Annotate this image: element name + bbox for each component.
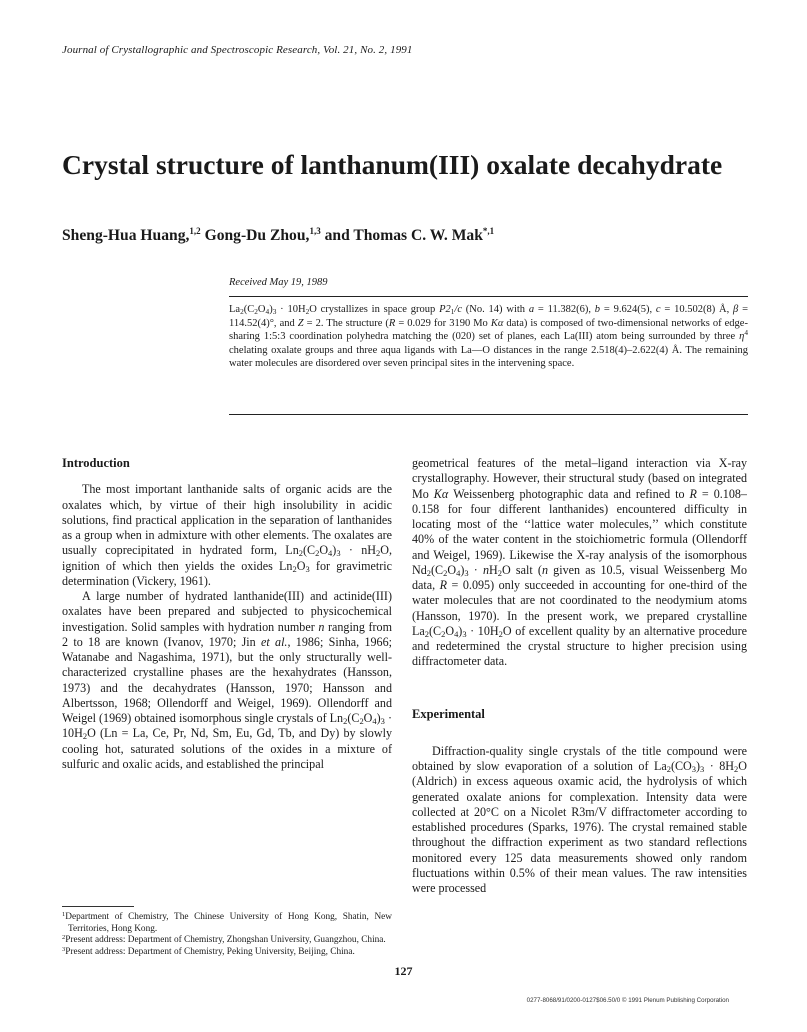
- author-name: Gong-Du Zhou,: [204, 227, 310, 245]
- author-name: Sheng-Hua Huang,: [62, 227, 190, 245]
- received-date: Received May 19, 1989: [229, 277, 328, 288]
- footnote: $^2$Present address: Department of Chemistry, Zhongshan University, Guangzhou, China.: [62, 934, 386, 946]
- footnote-rule: [62, 906, 134, 907]
- page-number: 127: [394, 964, 413, 978]
- author-name: and Thomas C. W. Mak: [324, 227, 483, 245]
- footnote: $^3$Present address: Department of Chemistry, Peking University, Beijing, China.: [62, 945, 355, 957]
- journal-citation: Journal of Crystallographic and Spectroscopic Research, Vol. 21, No. 2, 1991: [62, 44, 413, 56]
- author-affiliation-mark: 1,3: [309, 226, 321, 236]
- footnotes: [62, 912, 392, 958]
- author-list: [62, 226, 762, 245]
- left-column: [62, 456, 392, 772]
- section-heading-experimental: Experimental: [412, 706, 485, 721]
- author-affiliation-mark: *,1: [482, 226, 495, 236]
- intro-paragraph: The most important lanthanide salts of organic acids are the oxalates which, by virtue of their high insolubility in acidic solutions, find practical application in the separation of lanthanides as a group when in admixture with other elements. The oxalates are usually coprecipitated in hydrated form, $Ln_2(C_2O_4)_3 \cdot nH_2O$, ignition of which then yields the oxides $Ln_2O_3$ for gravimetric determination (Vickery, 1961).: [62, 482, 393, 588]
- abstract: $La_2(C_2O_4)_3 \cdot 10H_2O$ crystallizes in space group $P2_1/c$ (No. 14) with a = 11.382(6), b = 9.624(5), c = 10.502(8) Å, β = 114.52(4)°, and Z = 2. The structure (R = 0.029 for 3190 Mo Kα data) is composed of two-dimensional networks of edge-sharing 1:5:3 coordination polyhedra matching the (020) set of planes, each La(III) atom being surrounded by three $\eta^4$ chelating oxalate groups and three aqua ligands with La—O distances in the range 2.518(4)–2.622(4) Å. The remaining water molecules are disordered over seven principal sites in the intervening space.: [229, 304, 749, 370]
- abstract-bottom-rule: [229, 414, 748, 415]
- intro-paragraph: A large number of hydrated lanthanide(III) and actinide(III) oxalates have been prepared and subjected to physicochemical investigation. Solid samples with hydration number n ranging from 2 to 18 are known (Ivanov, 1970; Jin et al., 1986; Sinha, 1966; Watanabe and Nagashima, 1971), but the only structurally well-characterized crystalline phases are the hexahydrates (Hansson, 1973) and the decahydrates (Hansson, 1970; Hansson and Albertsson, 1968; Ollendorff and Weigel, 1969). Ollendorff and Weigel (1969) obtained isomorphous single crystals of $Ln_2(C_2O_4)_3 \cdot 10H_2O$ (Ln = La, Ce, Pr, Nd, Sm, Eu, Gd, Tb, and Dy) by slowly cooling hot, saturated solutions of the oxides in a mixture of sulfuric and oxalic acids, and established the principal: [62, 589, 393, 771]
- intro-paragraph-continued: geometrical features of the metal–ligand interaction via X-ray crystallography. However, their structural study (based on integrated Mo Kα Weissenberg photographic data and refined to R = 0.108–0.158 for four different lanthanides) encountered difficulty in locating most of the ‘‘lattice water molecules,’’ which constitute 40% of the water content in the stoichiometric formula (Ollendorff and Weigel, 1969). Likewise the X-ray analysis of the isomorphous $Nd_2(C_2O_4)_3 \cdot nH_2O$ salt (n given as 10.5, visual Weissenberg Mo data, R = 0.095) only succeeded in accounting for one-third of the water molecules that are not coordinated to the neodymium atoms (Hansson, 1970). In the present work, we prepared crystalline $La_2(C_2O_4)_3 \cdot 10H_2O$ of excellent quality by an alternative procedure and redetermined the crystal structure to higher precision using diffractometer data.: [412, 456, 747, 669]
- article-title: Crystal structure of lanthanum(III) oxalate decahydrate: [62, 149, 723, 180]
- abstract-top-rule: [229, 296, 748, 297]
- footnote: $^1$Department of Chemistry, The Chinese University of Hong Kong, Shatin, New Territories, Hong Kong.: [62, 911, 392, 934]
- section-heading-introduction: Introduction: [62, 456, 130, 470]
- author-affiliation-mark: 1,2: [189, 226, 201, 236]
- experimental-paragraph: Diffraction-quality single crystals of the title compound were obtained by slow evaporation of a solution of $La_2(CO_3)_3 \cdot 8H_2O$ (Aldrich) in excess aqueous oxamic acid, the hydrolysis of which generated oxalate anions for complexation. Intensity data were collected at 20°C on a Nicolet R3m/V diffractometer according to established procedures (Sparks, 1976). The crystal remained stable throughout the diffraction experiment as two standard reflections monitored every 125 data measurements showed only random fluctuations within 0.5% of their mean values. The raw intensities were processed: [412, 743, 747, 895]
- copyright-line: 0277-8068/91/0200-0127$06.50/0 © 1991 Plenum Publishing Corporation: [526, 997, 729, 1004]
- right-column: [412, 456, 747, 896]
